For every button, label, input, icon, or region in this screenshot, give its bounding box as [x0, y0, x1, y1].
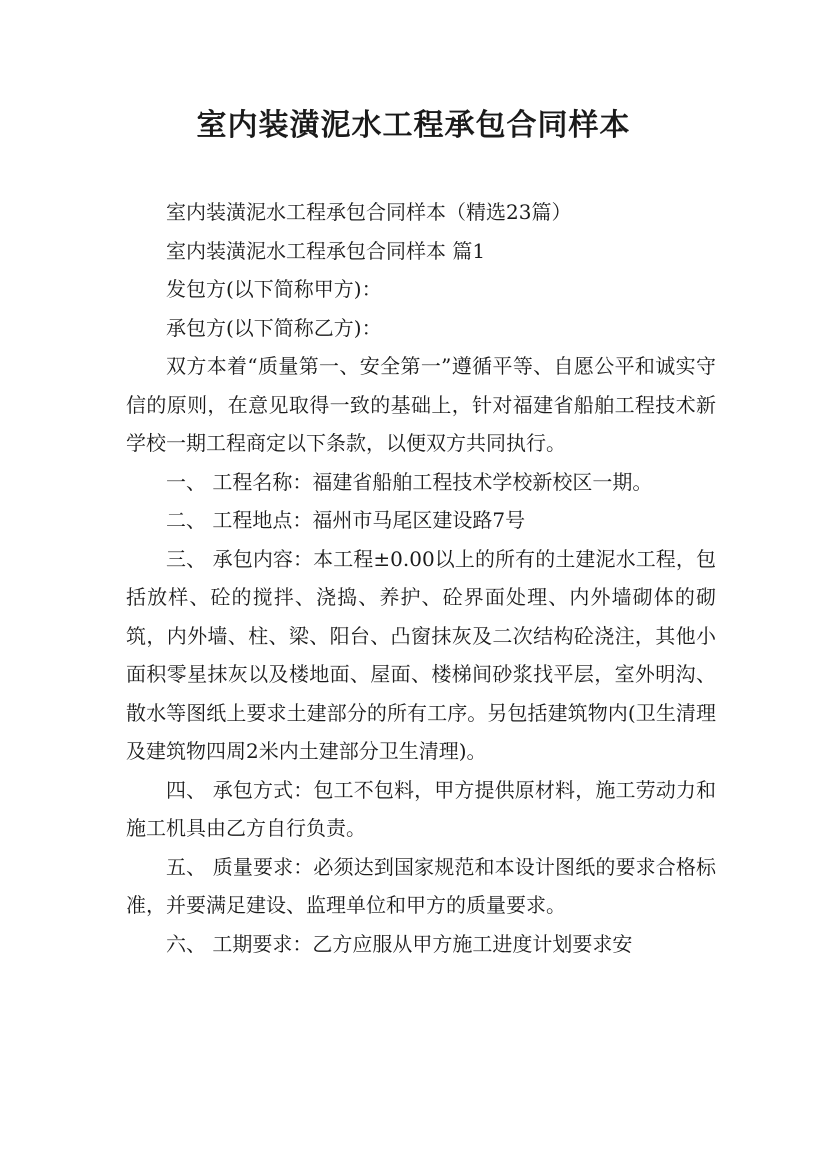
paragraph-clause-5: 五、 质量要求：必须达到国家规范和本设计图纸的要求合格标准，并要满足建设、监理单位和甲方的质量要求。 [126, 854, 716, 917]
paragraph-clause-4: 四、 承包方式：包工不包料，甲方提供原材料，施工劳动力和施工机具由乙方自行负责。 [126, 777, 716, 840]
paragraph-clause-6: 六、 工期要求：乙方应服从甲方施工进度计划要求安 [166, 931, 633, 956]
paragraph-preamble: 双方本着“质量第一、安全第一”遵循平等、自愿公平和诚实守信的原则，在意见取得一致的基础上，针对福建省船舶工程技术新学校一期工程商定以下条款，以便双方共同执行。 [126, 354, 716, 455]
paragraph-subtitle: 室内装潢泥水工程承包合同样本（精选23篇） [166, 200, 572, 224]
paragraph-party-b: 承包方(以下简称乙方)： [166, 315, 382, 340]
document-body [126, 193, 716, 963]
paragraph-party-a: 发包方(以下简称甲方)： [166, 277, 382, 301]
paragraph-clause-3: 三、 承包内容：本工程±0.00以上的所有的土建泥水工程，包括放样、砼的搅拌、浇捣、养护、砼界面处理、内外墙砌体的砌筑，内外墙、柱、梁、阳台、凸窗抹灰及二次结构砼浇注，其他小面积零星抹灰以及楼地面、屋面、楼梯间砂浆找平层，室外明沟、散水等图纸上要求土建部分的所有工序。另包括建筑物内(卫生清理及建筑物四周2米内土建部分卫生清理)。 [126, 546, 716, 763]
paragraph-clause-2: 二、 工程地点：福州市马尾区建设路7号 [166, 508, 526, 532]
paragraph-clause-1: 一、 工程名称：福建省船舶工程技术学校新校区一期。 [166, 469, 653, 494]
paragraph-section-heading: 室内装潢泥水工程承包合同样本 篇1 [166, 238, 486, 263]
document-title: 室内装潢泥水工程承包合同样本 [196, 108, 631, 143]
